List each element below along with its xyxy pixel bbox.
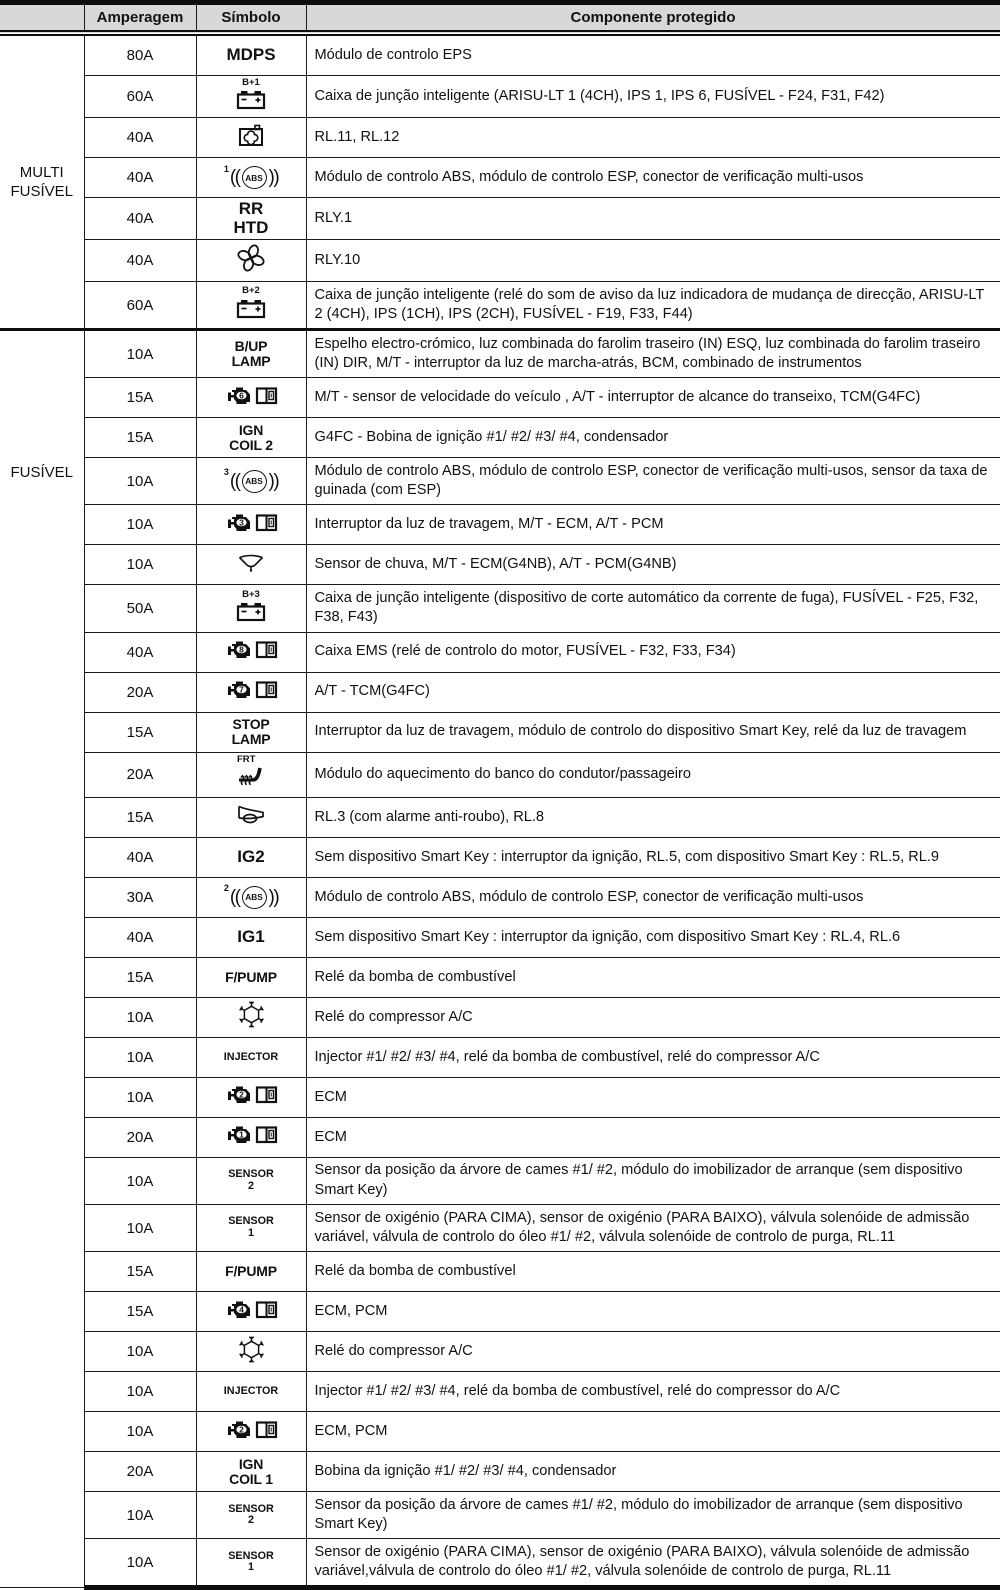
amperage-cell: 10A xyxy=(84,458,196,505)
table-row xyxy=(0,418,1000,458)
symbol-label: INJECTOR xyxy=(199,1052,304,1064)
symbol-cell xyxy=(196,712,306,752)
svg-text:6: 6 xyxy=(239,390,244,400)
amperage-cell: 30A xyxy=(84,877,196,917)
amperage-cell: 50A xyxy=(84,585,196,632)
symbol-cell xyxy=(196,158,306,198)
component-cell: Módulo de controlo ABS, módulo de controlo ESP, conector de verificação multi-usos xyxy=(306,877,1000,917)
component-cell: G4FC - Bobina de ignição #1/ #2/ #3/ #4, condensador xyxy=(306,418,1000,458)
table-row xyxy=(0,1539,1000,1588)
engine-book-icon xyxy=(199,679,304,705)
amperage-cell: 10A xyxy=(84,1412,196,1452)
amperage-cell: 15A xyxy=(84,712,196,752)
component-cell: Interruptor da luz de travagem, M/T - ECM, A/T - PCM xyxy=(306,505,1000,545)
symbol-cell xyxy=(196,1252,306,1292)
component-cell: Injector #1/ #2/ #3/ #4, relé da bomba de combustível, relé do compressor do A/C xyxy=(306,1372,1000,1412)
table-row xyxy=(0,1412,1000,1452)
symbol-cell xyxy=(196,1205,306,1252)
table-row xyxy=(0,378,1000,418)
amperage-cell: 10A xyxy=(84,330,196,378)
table-row xyxy=(0,957,1000,997)
header-simbolo: Símbolo xyxy=(196,3,306,34)
symbol-label: IGN COIL 1 xyxy=(199,1457,304,1487)
abs-icon: 1 (( ABS )) xyxy=(199,166,304,189)
junction-box-icon xyxy=(199,123,304,153)
table-row xyxy=(0,198,1000,240)
amperage-cell: 40A xyxy=(84,837,196,877)
symbol-label: IG1 xyxy=(199,928,304,946)
component-cell: Bobina da ignição #1/ #2/ #3/ #4, condensador xyxy=(306,1452,1000,1492)
amperage-cell: 10A xyxy=(84,1372,196,1412)
symbol-cell xyxy=(196,1117,306,1157)
symbol-label: MDPS xyxy=(199,46,304,64)
symbol-label: SENSOR 1 xyxy=(199,1216,304,1239)
table-row xyxy=(0,1252,1000,1292)
symbol-cell xyxy=(196,282,306,330)
table-row xyxy=(0,458,1000,505)
battery-icon: B+2 xyxy=(199,286,304,323)
engine-book-icon xyxy=(199,1124,304,1150)
symbol-cell xyxy=(196,752,306,797)
wiper-icon xyxy=(199,552,304,578)
symbol-cell xyxy=(196,240,306,282)
component-cell: Caixa de junção inteligente (relé do som de aviso da luz indicadora de mudança de direcção, ARISU-LT 2 (4CH), IPS (1CH), IPS (2CH), FUSÍVEL - F19, F33, F44) xyxy=(306,282,1000,330)
engine-book-icon xyxy=(199,1419,304,1445)
amperage-cell: 15A xyxy=(84,1252,196,1292)
component-cell: Caixa de junção inteligente (ARISU-LT 1 (4CH), IPS 1, IPS 6, FUSÍVEL - F24, F31, F42) xyxy=(306,76,1000,118)
battery-icon: B+1 xyxy=(199,78,304,115)
symbol-cell xyxy=(196,957,306,997)
amperage-cell: 10A xyxy=(84,1332,196,1372)
svg-text:3: 3 xyxy=(239,517,244,527)
component-cell: Sensor da posição da árvore de cames #1/ #2, módulo do imobilizador de arranque (sem dispositivo Smart Key) xyxy=(306,1492,1000,1539)
symbol-cell xyxy=(196,1157,306,1204)
engine-book-icon xyxy=(199,1299,304,1325)
component-cell: Relé da bomba de combustível xyxy=(306,1252,1000,1292)
component-cell: Sem dispositivo Smart Key : interruptor da ignição, com dispositivo Smart Key : RL.4, RL.6 xyxy=(306,917,1000,957)
table-row xyxy=(0,1077,1000,1117)
symbol-label: SENSOR 2 xyxy=(199,1504,304,1527)
table-header-row xyxy=(0,3,1000,34)
table-row xyxy=(0,1452,1000,1492)
header-amperagem: Amperagem xyxy=(84,3,196,34)
amperage-cell: 10A xyxy=(84,1492,196,1539)
component-cell: Sem dispositivo Smart Key : interruptor da ignição, RL.5, com dispositivo Smart Key : RL.5, RL.9 xyxy=(306,837,1000,877)
component-cell: ECM xyxy=(306,1077,1000,1117)
amperage-cell: 40A xyxy=(84,198,196,240)
snowflake-icon xyxy=(199,1001,304,1033)
table-row xyxy=(0,33,1000,76)
amperage-cell: 40A xyxy=(84,240,196,282)
abs-icon: 2 (( ABS )) xyxy=(199,886,304,909)
amperage-cell: 20A xyxy=(84,752,196,797)
component-cell: Módulo de controlo ABS, módulo de controlo ESP, conector de verificação multi-usos, sensor da taxa de guinada (com ESP) xyxy=(306,458,1000,505)
component-cell: Sensor da posição da árvore de cames #1/ #2, módulo do imobilizador de arranque (sem dispositivo Smart Key) xyxy=(306,1157,1000,1204)
component-cell: Relé do compressor A/C xyxy=(306,997,1000,1037)
section-label: FUSÍVEL xyxy=(0,330,84,1588)
table-row xyxy=(0,1205,1000,1252)
abs-icon: 3 (( ABS )) xyxy=(199,470,304,493)
svg-text:1: 1 xyxy=(239,1130,244,1140)
amperage-cell: 10A xyxy=(84,1037,196,1077)
amperage-cell: 10A xyxy=(84,1539,196,1588)
symbol-cell xyxy=(196,418,306,458)
symbol-cell xyxy=(196,505,306,545)
table-row xyxy=(0,712,1000,752)
symbol-cell xyxy=(196,118,306,158)
fan-icon xyxy=(199,242,304,279)
seat-heater-icon: FRT xyxy=(199,755,304,795)
header-group-cell xyxy=(0,3,84,34)
component-cell: Sensor de oxigénio (PARA CIMA), sensor de oxigénio (PARA BAIXO), válvula solenóide de admissão variável, válvula de controlo do óleo #1/ #2, válvula solenóide de controlo de purga, RL.11 xyxy=(306,1205,1000,1252)
symbol-cell xyxy=(196,837,306,877)
component-cell: Injector #1/ #2/ #3/ #4, relé da bomba de combustível, relé do compressor A/C xyxy=(306,1037,1000,1077)
table-row xyxy=(0,1037,1000,1077)
symbol-cell xyxy=(196,632,306,672)
symbol-label: STOP LAMP xyxy=(199,717,304,747)
symbol-label: INJECTOR xyxy=(199,1386,304,1398)
symbol-label: RR HTD xyxy=(199,200,304,237)
amperage-cell: 15A xyxy=(84,797,196,837)
table-row xyxy=(0,917,1000,957)
symbol-cell xyxy=(196,1077,306,1117)
amperage-cell: 60A xyxy=(84,282,196,330)
amperage-cell: 20A xyxy=(84,1117,196,1157)
symbol-cell xyxy=(196,672,306,712)
table-row xyxy=(0,118,1000,158)
symbol-cell xyxy=(196,797,306,837)
table-row xyxy=(0,797,1000,837)
amperage-cell: 40A xyxy=(84,632,196,672)
table-row xyxy=(0,837,1000,877)
symbol-cell xyxy=(196,76,306,118)
component-cell: Relé da bomba de combustível xyxy=(306,957,1000,997)
symbol-cell xyxy=(196,1292,306,1332)
table-row xyxy=(0,1492,1000,1539)
svg-text:2: 2 xyxy=(239,1090,244,1100)
horn-icon xyxy=(199,803,304,831)
component-cell: RL.11, RL.12 xyxy=(306,118,1000,158)
amperage-cell: 15A xyxy=(84,957,196,997)
symbol-cell xyxy=(196,1332,306,1372)
table-row xyxy=(0,330,1000,378)
component-cell: Sensor de chuva, M/T - ECM(G4NB), A/T - PCM(G4NB) xyxy=(306,545,1000,585)
amperage-cell: 40A xyxy=(84,118,196,158)
symbol-cell xyxy=(196,1037,306,1077)
component-cell: ECM, PCM xyxy=(306,1412,1000,1452)
table-row xyxy=(0,1157,1000,1204)
battery-icon: B+3 xyxy=(199,590,304,627)
symbol-label: SENSOR 2 xyxy=(199,1169,304,1192)
symbol-cell xyxy=(196,198,306,240)
table-row xyxy=(0,76,1000,118)
amperage-cell: 10A xyxy=(84,1205,196,1252)
component-cell: M/T - sensor de velocidade do veículo , A/T - interruptor de alcance do transeixo, TCM(G4FC) xyxy=(306,378,1000,418)
symbol-label: F/PUMP xyxy=(199,1264,304,1279)
header-componente: Componente protegido xyxy=(306,3,1000,34)
table-row xyxy=(0,1372,1000,1412)
table-row xyxy=(0,158,1000,198)
component-cell: ECM, PCM xyxy=(306,1292,1000,1332)
symbol-cell xyxy=(196,877,306,917)
table-row xyxy=(0,752,1000,797)
component-cell: Espelho electro-crómico, luz combinada do farolim traseiro (IN) ESQ, luz combinada do farolim traseiro (IN) DIR, M/T - interruptor da luz de marcha-atrás, BCM, combinado de instrumentos xyxy=(306,330,1000,378)
table-row xyxy=(0,545,1000,585)
snowflake-icon xyxy=(199,1336,304,1368)
amperage-cell: 20A xyxy=(84,1452,196,1492)
engine-book-icon xyxy=(199,1084,304,1110)
amperage-cell: 60A xyxy=(84,76,196,118)
table-row xyxy=(0,505,1000,545)
symbol-label: B/UP LAMP xyxy=(199,339,304,369)
table-row xyxy=(0,1117,1000,1157)
symbol-cell xyxy=(196,458,306,505)
symbol-cell xyxy=(196,545,306,585)
table-row xyxy=(0,240,1000,282)
symbol-cell xyxy=(196,33,306,76)
symbol-cell xyxy=(196,1412,306,1452)
engine-book-icon xyxy=(199,385,304,411)
amperage-cell: 10A xyxy=(84,1077,196,1117)
component-cell: Caixa de junção inteligente (dispositivo de corte automático da corrente de fuga), FUSÍVEL - F25, F32, F38, F43) xyxy=(306,585,1000,632)
table-row xyxy=(0,282,1000,330)
svg-text:2: 2 xyxy=(239,1424,244,1434)
component-cell: ECM xyxy=(306,1117,1000,1157)
component-cell: Módulo de controlo ABS, módulo de controlo ESP, conector de verificação multi-usos xyxy=(306,158,1000,198)
amperage-cell: 15A xyxy=(84,378,196,418)
svg-text:8: 8 xyxy=(239,644,244,654)
component-cell: Interruptor da luz de travagem, módulo de controlo do dispositivo Smart Key, relé da luz de travagem xyxy=(306,712,1000,752)
engine-book-icon xyxy=(199,512,304,538)
symbol-cell xyxy=(196,330,306,378)
amperage-cell: 10A xyxy=(84,997,196,1037)
amperage-cell: 20A xyxy=(84,672,196,712)
table-row xyxy=(0,1332,1000,1372)
symbol-label: F/PUMP xyxy=(199,970,304,985)
symbol-label: IG2 xyxy=(199,848,304,866)
symbol-cell xyxy=(196,917,306,957)
table-row xyxy=(0,997,1000,1037)
symbol-cell xyxy=(196,997,306,1037)
component-cell: Relé do compressor A/C xyxy=(306,1332,1000,1372)
amperage-cell: 40A xyxy=(84,158,196,198)
symbol-cell xyxy=(196,1452,306,1492)
fuse-table-body xyxy=(0,33,1000,1588)
svg-text:7: 7 xyxy=(239,684,244,694)
amperage-cell: 10A xyxy=(84,505,196,545)
amperage-cell: 10A xyxy=(84,1157,196,1204)
amperage-cell: 80A xyxy=(84,33,196,76)
component-cell: RL.3 (com alarme anti-roubo), RL.8 xyxy=(306,797,1000,837)
section-label: MULTI FUSÍVEL xyxy=(0,33,84,330)
symbol-cell xyxy=(196,1539,306,1588)
component-cell: Módulo de controlo EPS xyxy=(306,33,1000,76)
amperage-cell: 15A xyxy=(84,418,196,458)
table-row xyxy=(0,585,1000,632)
component-cell: Módulo do aquecimento do banco do condutor/passageiro xyxy=(306,752,1000,797)
amperage-cell: 10A xyxy=(84,545,196,585)
engine-book-icon xyxy=(199,639,304,665)
table-row xyxy=(0,1292,1000,1332)
symbol-label: SENSOR 1 xyxy=(199,1551,304,1574)
component-cell: A/T - TCM(G4FC) xyxy=(306,672,1000,712)
table-row xyxy=(0,632,1000,672)
component-cell: Sensor de oxigénio (PARA CIMA), sensor de oxigénio (PARA BAIXO), válvula solenóide de admissão variável,válvula de controlo do óleo #1/ #2, válvula solenóide de controlo de purga, RL.11 xyxy=(306,1539,1000,1588)
svg-text:4: 4 xyxy=(239,1304,244,1314)
symbol-cell xyxy=(196,585,306,632)
component-cell: RLY.1 xyxy=(306,198,1000,240)
component-cell: Caixa EMS (relé de controlo do motor, FUSÍVEL - F32, F33, F34) xyxy=(306,632,1000,672)
amperage-cell: 15A xyxy=(84,1292,196,1332)
component-cell: RLY.10 xyxy=(306,240,1000,282)
table-row xyxy=(0,877,1000,917)
symbol-label: IGN COIL 2 xyxy=(199,423,304,453)
amperage-cell: 40A xyxy=(84,917,196,957)
table-row xyxy=(0,672,1000,712)
symbol-cell xyxy=(196,1492,306,1539)
symbol-cell xyxy=(196,378,306,418)
symbol-cell xyxy=(196,1372,306,1412)
